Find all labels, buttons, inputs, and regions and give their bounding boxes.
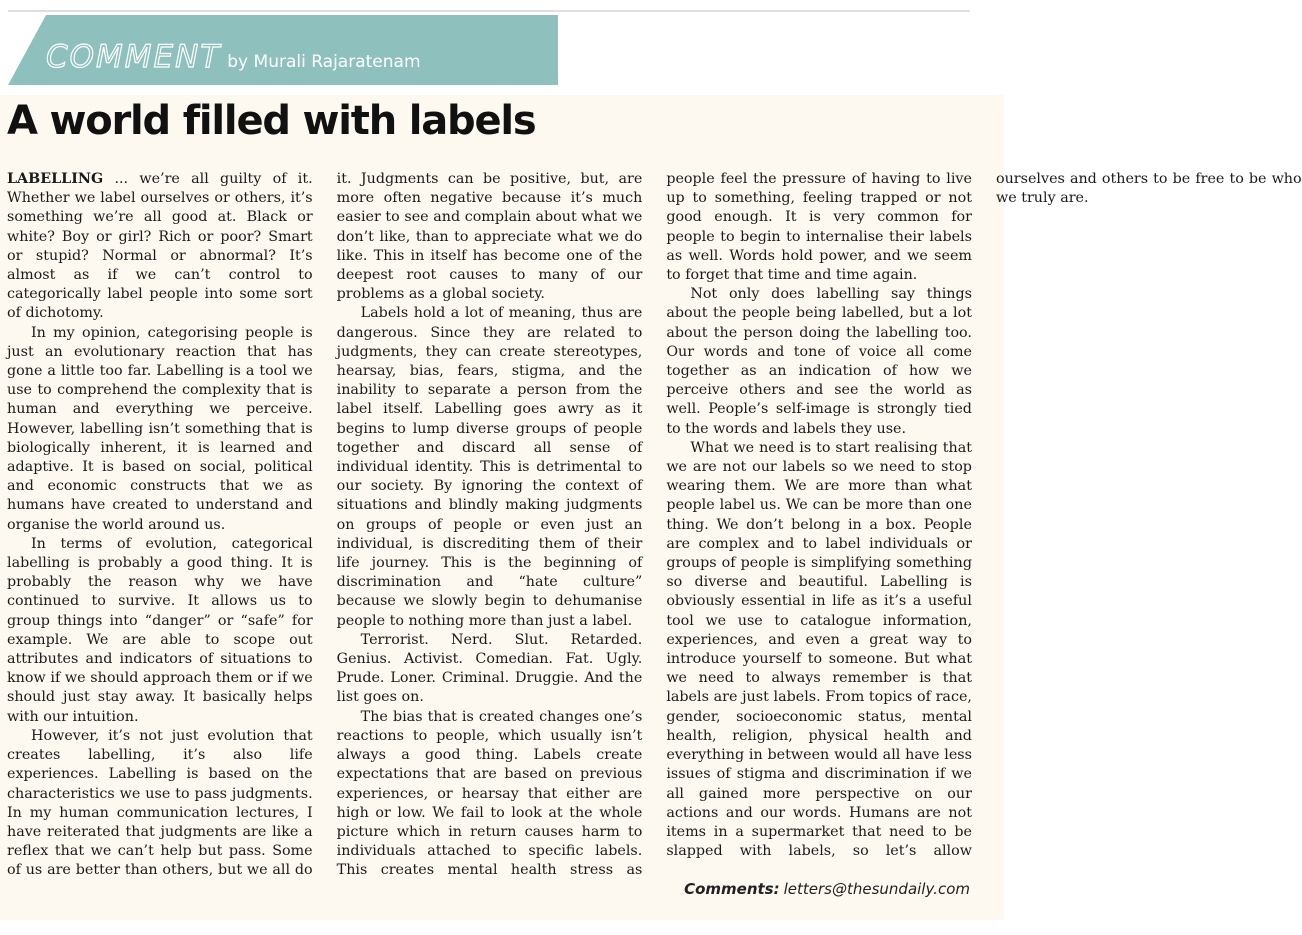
banner-text (46, 39, 421, 75)
article-paragraph-7: The bias that is created changes one’s reactions to people, which usually isn’t always a good thing. Labels create expectations that are based on previous experiences, or hearsay that either are high or low. We fail to look at the whole picture which in return causes harm to individuals attached to specific labels. This creates mental health stress as people feel the pressure of having to live up to something, feeling trapped or not good enough. It is very common for people to begin to internalise their labels as well. Words hold power, and we seem to forget that time and time again. (336, 171, 972, 879)
comments-label: Comments: (684, 880, 780, 898)
comments-email[interactable]: letters@thesundaily.com (783, 880, 970, 898)
article-paragraph-9: What we need is to start realising that we are not our labels so we need to stop wearing them. We are more than what people label us. We can be more than one thing. We don’t belong in a box. People are complex and to label individuals or groups of people is simplifying something so diverse and beautiful. Labelling is obviously essential in life as it’s a useful tool we use to catalogue information, experiences, and even a great way to introduce yourself to someone. But what we need to always remember is that labels are just labels. From topics of race, gender, socioeconomic status, mental health, religion, physical health and everything in between would all have less issues of stigma and discrimination if we all gained more perspective on our actions and our words. Humans are not items in a supermarket that need to be slapped with labels, so let’s allow ourselves and others to be free to be who we truly are. (666, 171, 1302, 860)
byline: by Murali Rajaratenam (227, 52, 421, 72)
headline: A world filled with labels (7, 98, 536, 144)
article-paragraph-4: However, it’s not just evolution that creates labelling, it’s also life experiences. Labelling is based on the characteristics we use to pass judgments. In my human communication lectures, I have reiterated that judgments are like a reflex that we can’t help but pass. Some of us are better than others, but we all do it. Judgments can be positive, but, are more often negative because it’s much easier to see and complain about what we don’t like, than to appreciate what we do like. This in itself has become one of the deepest root causes to many of our problems as a global society. (7, 171, 643, 879)
article-paragraph-2: In my opinion, categorising people is just an evolutionary reaction that has gone a little too far. Labelling is a tool we use to comprehend the complexity that is human and everything we perceive. However, labelling isn’t something that is biologically inherent, it is learned and adaptive. It is based on social, political and economic constructs that we as humans have created to understand and organise the world around us. (7, 324, 313, 533)
top-rule (8, 10, 970, 12)
comments-footer (684, 880, 970, 898)
lead-word: LABELLING (7, 171, 104, 187)
article-paragraph-3: In terms of evolution, categorical labelling is probably a good thing. It is probably the reason why we have continued to survive. It allows us to group things into “danger” or “safe” for example. We are able to scope out attributes and indicators of situations to know if we should approach them or if we should just stay away. It basically helps with our intuition. (7, 535, 313, 725)
article-paragraph-8: Not only does labelling say things about the people being labelled, but a lot about the person doing the labelling too. Our words and tone of voice all come together as an indication of how we perceive others and see the world as well. People’s self-image is strongly tied to the words and labels they use. (666, 286, 972, 437)
article-body (7, 170, 1302, 885)
article-paragraph-1 (7, 170, 313, 324)
section-label: COMMENT (46, 39, 222, 75)
section-banner (8, 15, 558, 85)
lead-text: ... we’re all guilty of it. Whether we label ourselves or others, it’s something we’re all good at. Black or white? Boy or girl? Rich or poor? Smart or stupid? Normal or abnormal? It’s almost as if we can’t control to categorically label people into some sort of dichotomy. (7, 171, 313, 322)
banner-notch (8, 15, 46, 85)
article-paragraph-6: Terrorist. Nerd. Slut. Retarded. Genius. Activist. Comedian. Fat. Ugly. Prude. Loner. Criminal. Druggie. And the list goes on. (336, 631, 643, 706)
article-paragraph-5: Labels hold a lot of meaning, thus are dangerous. Since they are related to judgments, they can create stereotypes, hearsay, bias, fears, stigma, and the inability to separate a person from the label itself. Labelling goes awry as it begins to lump diverse groups of people together and discard all sense of individual identity. This is detrimental to our society. By ignoring the context of situations and blindly making judgments on groups of people or even just an individual, is discrediting them of their life journey. This is the beginning of discrimination and “hate culture” because we slowly begin to dehumanise people to nothing more than just a label. (336, 305, 643, 629)
